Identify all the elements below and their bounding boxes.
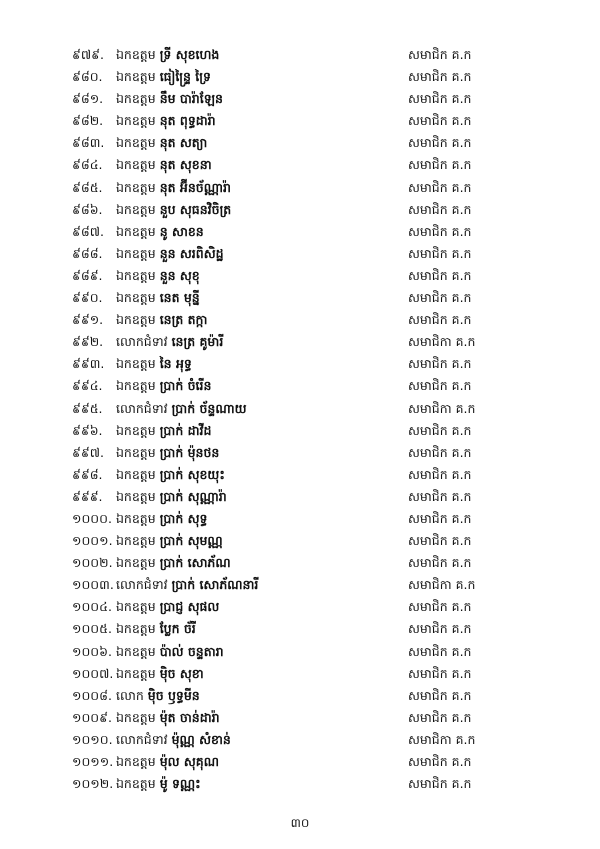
entry-number: ៩៩២. (72, 334, 104, 350)
entry-title: ឯកឧត្តម (116, 665, 156, 681)
entry-number: ៩៩៩. (72, 488, 103, 504)
entry-title: ឯកឧត្តម (116, 135, 156, 151)
entry-role: សមាជិក គ.ក (408, 47, 472, 62)
entry-number: ៩៩៧. (72, 444, 104, 460)
list-item (0, 596, 600, 618)
entry-title-name (116, 132, 207, 154)
entry-role: សមាជិក គ.ក (408, 113, 472, 129)
entry-name: ប្រាក់ ម៉ុនថន (159, 444, 220, 460)
entry-title: ឯកឧត្តម (116, 422, 156, 438)
entry-number: ១០០៦. (72, 643, 112, 659)
entry-role: សមាជិក គ.ក (408, 621, 472, 637)
entry-title-name (116, 663, 204, 685)
entry-name: ម៉ុល សុគុណ (159, 754, 219, 769)
entry-number: ៩៨៨. (72, 245, 103, 261)
entry-title-name (116, 177, 231, 199)
entry-name: ប្រាក់ សុមណ្ណ (159, 533, 223, 549)
list-item (0, 420, 600, 442)
entry-title-name (116, 574, 258, 596)
entry-title: ឯកឧត្តម (116, 643, 156, 659)
entry-title: ឯកឧត្តម (116, 776, 156, 792)
entry-number: ១០១២. (72, 776, 114, 792)
entry-number: ៩៩៦. (72, 422, 103, 438)
list-item (0, 110, 600, 132)
list-item (0, 574, 600, 596)
list-item (0, 375, 600, 397)
entry-title: ឯកឧត្តម (116, 91, 156, 107)
entry-number: ៩៨៦. (72, 201, 103, 217)
list-item (0, 44, 600, 66)
entry-title: ឯកឧត្តម (116, 69, 156, 85)
entry-title-name (116, 685, 200, 707)
entry-name: ប្រាក់ ដាវីដ (159, 422, 212, 438)
entry-title: ឯកឧត្តម (116, 179, 156, 195)
entry-title: ឯកឧត្តម (116, 113, 156, 129)
entry-number: ១០០០. (72, 510, 112, 526)
entry-name: នុត សត្យា (159, 135, 208, 151)
entry-role: សមាជិកា គ.ក (408, 334, 476, 350)
list-item (0, 641, 600, 663)
entry-title: ឯកឧត្តម (116, 157, 156, 173)
entry-role: សមាជិក គ.ក (408, 599, 472, 615)
entry-number: ១០០៣. (72, 577, 114, 593)
entry-number: ៩៨៧. (72, 223, 104, 239)
entry-title: ឯកឧត្តម (116, 290, 156, 306)
entry-title: ឯកឧត្តម (116, 466, 156, 482)
entry-role: សមាជិក គ.ក (408, 555, 472, 571)
entry-title-name (116, 309, 207, 331)
entry-number: ៩៨៩. (72, 267, 103, 283)
list-item (0, 199, 600, 221)
list-item (0, 552, 600, 574)
entry-title: ឯកឧត្តម (116, 488, 156, 504)
entry-title: លោកជំទាវ (116, 400, 168, 416)
entry-title-name (116, 66, 211, 88)
entry-name: ទ្រី សុខហេង (159, 47, 220, 62)
entry-name: ម៉ិច ឫទ្ធមីន (147, 687, 200, 703)
entry-title-name (116, 265, 200, 287)
entry-number: ១០១១. (72, 754, 114, 769)
entry-title-name (116, 751, 219, 773)
entry-title: ឯកឧត្តម (116, 312, 156, 328)
entry-number: ៩៨២. (72, 113, 104, 129)
entry-number: ៩៩៨. (72, 466, 103, 482)
entry-name: នៃ អុទ្ធ (159, 356, 192, 372)
entry-title-name (116, 641, 224, 663)
entry-title-name (116, 707, 220, 729)
entry-number: ៩៨៥. (72, 179, 103, 195)
entry-role: សមាជិក គ.ក (408, 267, 472, 283)
list-item (0, 663, 600, 685)
list-item (0, 132, 600, 154)
entry-name: នុត សុខនា (159, 157, 212, 173)
entry-number: ៩៨៣. (72, 135, 105, 151)
entry-title: ឯកឧត្តម (116, 245, 156, 261)
list-item (0, 88, 600, 110)
entry-name: នួន សរពិសិដ្ឋ (159, 245, 224, 261)
list-item (0, 751, 600, 773)
entry-name: ប៉ាល់ ចន្ទតារា (159, 643, 224, 659)
entry-role: សមាជិក គ.ក (408, 223, 472, 239)
entry-title: លោកជំទាវ (116, 577, 168, 593)
entry-number: ៩៩៣. (72, 356, 105, 372)
entry-number: ១០០៤. (72, 599, 112, 615)
entry-role: សមាជិក គ.ក (408, 245, 472, 261)
entry-name: នេត្រ តក្កា (159, 312, 208, 328)
entry-name: នួប សុធនវិចិត្រ (159, 201, 232, 217)
page-number: ៣០ (290, 816, 310, 830)
entry-number: ១០០២. (72, 555, 113, 571)
entry-role: សមាជិក គ.ក (408, 179, 472, 195)
entry-name: នឹម បារ៉ាឡែន (159, 91, 223, 107)
list-item (0, 707, 600, 729)
list-item (0, 486, 600, 508)
entry-title-name (116, 729, 231, 751)
entry-name: ប្រាក់ សុខយុះ (159, 466, 225, 482)
entry-role: សមាជិក គ.ក (408, 754, 472, 769)
entry-name: នុត ពុទ្ធដារ៉ា (159, 113, 216, 129)
entry-number: ៩៨០. (72, 69, 103, 85)
list-item (0, 177, 600, 199)
entry-title: ឯកឧត្តម (116, 378, 156, 394)
entry-number: ៩៧៩. (72, 47, 104, 62)
entry-name: ប្រាក់ ច័ន្ទណាយ (171, 400, 247, 416)
entry-title: ឯកឧត្តម (116, 267, 156, 283)
entry-name: នួន សុខុ (159, 267, 200, 283)
entry-title: លោកជំទាវ (116, 334, 168, 350)
entry-role: សមាជិក គ.ក (408, 510, 472, 526)
entry-role: សមាជិក គ.ក (408, 201, 472, 217)
entry-title-name (116, 243, 224, 265)
member-list (0, 44, 600, 795)
entry-role: សមាជិក គ.ក (408, 643, 472, 659)
entry-number: ៩៩០. (72, 290, 103, 306)
list-item (0, 353, 600, 375)
entry-number: ៩៩៥. (72, 400, 103, 416)
entry-number: ៩៩៤. (72, 378, 103, 394)
entry-title-name (116, 44, 219, 66)
entry-role: សមាជិក គ.ក (408, 312, 472, 328)
entry-title-name (116, 486, 227, 508)
entry-title: ឯកឧត្តម (116, 201, 156, 217)
entry-number: ១០០៧. (72, 665, 114, 681)
entry-role: សមាជិកា គ.ក (408, 400, 476, 416)
entry-name: នេត មុន្នី (159, 290, 200, 306)
entry-title-name (116, 287, 200, 309)
entry-title-name (116, 464, 225, 486)
list-item (0, 773, 600, 795)
entry-role: សមាជិក គ.ក (408, 533, 472, 549)
entry-title: ឯកឧត្តម (116, 754, 156, 769)
entry-title-name (116, 420, 211, 442)
entry-name: នេត្រ គូម៉ារី (171, 334, 224, 350)
entry-number: ១០០៩. (72, 709, 112, 725)
entry-title: ឯកឧត្តម (116, 223, 156, 239)
entry-role: សមាជិក គ.ក (408, 69, 472, 85)
entry-role: សមាជិក គ.ក (408, 687, 472, 703)
list-item (0, 287, 600, 309)
entry-name: ម៉ិច សុខា (159, 665, 204, 681)
entry-name: ប្រាក់ ចំរើន (159, 378, 212, 394)
entry-role: សមាជិក គ.ក (408, 91, 472, 107)
entry-role: សមាជិកា គ.ក (408, 731, 476, 747)
entry-title: ឯកឧត្តម (116, 356, 156, 372)
entry-title: ឯកឧត្តម (116, 533, 156, 549)
entry-title-name (116, 773, 201, 795)
entry-title-name (116, 199, 231, 221)
entry-title-name (116, 110, 216, 132)
entry-title-name (116, 88, 223, 110)
entry-title: លោក (116, 687, 144, 703)
entry-title: ឯកឧត្តម (116, 47, 156, 62)
entry-title-name (116, 331, 223, 353)
entry-title-name (116, 552, 231, 574)
entry-role: សមាជិក គ.ក (408, 157, 472, 173)
entry-title: ឯកឧត្តម (116, 444, 156, 460)
entry-name: នូ សាខន (159, 223, 204, 239)
entry-number: ៩៨៤. (72, 157, 103, 173)
list-item (0, 398, 600, 420)
entry-number: ៩៨១. (72, 91, 104, 107)
entry-role: សមាជិក គ.ក (408, 466, 472, 482)
entry-role: សមាជិក គ.ក (408, 135, 472, 151)
entry-name: ប្រាក់ សោភ័ណនារី (171, 577, 259, 593)
entry-name: ប្រាជ្ញ សុផល (159, 599, 220, 615)
list-item (0, 243, 600, 265)
list-item (0, 265, 600, 287)
entry-name: ប្រាក់ សុណ្ណារ៉ា (159, 488, 227, 504)
entry-number: ៩៩១. (72, 312, 104, 328)
entry-role: សមាជិក គ.ក (408, 488, 472, 504)
list-item (0, 618, 600, 640)
list-item (0, 464, 600, 486)
entry-title: ឯកឧត្តម (116, 599, 156, 615)
entry-title-name (116, 530, 223, 552)
list-item (0, 442, 600, 464)
list-item (0, 331, 600, 353)
entry-title-name (116, 398, 247, 420)
entry-title: ឯកឧត្តម (116, 621, 156, 637)
entry-title-name (116, 375, 211, 397)
list-item (0, 221, 600, 243)
entry-number: ១០០១. (72, 533, 113, 549)
list-item (0, 66, 600, 88)
list-item (0, 508, 600, 530)
entry-title: លោកជំទាវ (116, 731, 168, 747)
entry-title-name (116, 154, 212, 176)
entry-role: សមាជិក គ.ក (408, 422, 472, 438)
entry-role: សមាជិកា គ.ក (408, 577, 476, 593)
entry-role: សមាជិក គ.ក (408, 290, 472, 306)
entry-title-name (116, 618, 196, 640)
entry-number: ១០០៨. (72, 687, 112, 703)
entry-name: ធៀន្ទ្រៃ ទ្រៃ (159, 69, 211, 85)
entry-role: សមាជិក គ.ក (408, 709, 472, 725)
entry-role: សមាជិក គ.ក (408, 356, 472, 372)
entry-role: សមាជិក គ.ក (408, 776, 472, 792)
list-item (0, 729, 600, 751)
entry-title: ឯកឧត្តម (116, 709, 156, 725)
entry-name: នុត អ៊ីនច័ណ្ណារ៉ា (159, 179, 231, 195)
entry-number: ១០១០. (72, 731, 113, 747)
entry-title-name (116, 508, 207, 530)
entry-title: ឯកឧត្តម (116, 510, 156, 526)
entry-number: ១០០៥. (72, 621, 112, 637)
entry-title-name (116, 221, 204, 243)
entry-title-name (116, 442, 219, 464)
entry-name: ប្រាក់ សោភ័ណ (159, 555, 231, 571)
entry-name: ម៉ូ ទណ្ណះ (159, 776, 201, 792)
entry-name: ម៉ុណ្ណ សំខាន់ (171, 731, 231, 747)
entry-role: សមាជិក គ.ក (408, 665, 472, 681)
list-item (0, 530, 600, 552)
entry-title-name (116, 596, 219, 618)
entry-role: សមាជិក គ.ក (408, 378, 472, 394)
entry-name: ប្លែក ច័រី (159, 621, 196, 637)
list-item (0, 309, 600, 331)
entry-title-name (116, 353, 192, 375)
entry-role: សមាជិក គ.ក (408, 444, 472, 460)
list-item (0, 154, 600, 176)
entry-name: ប្រាក់ សុទ្ធ (159, 510, 208, 526)
entry-title: ឯកឧត្តម (116, 555, 156, 571)
entry-name: ម៉ុត ចាន់ដារ៉ា (159, 709, 220, 725)
list-item (0, 685, 600, 707)
